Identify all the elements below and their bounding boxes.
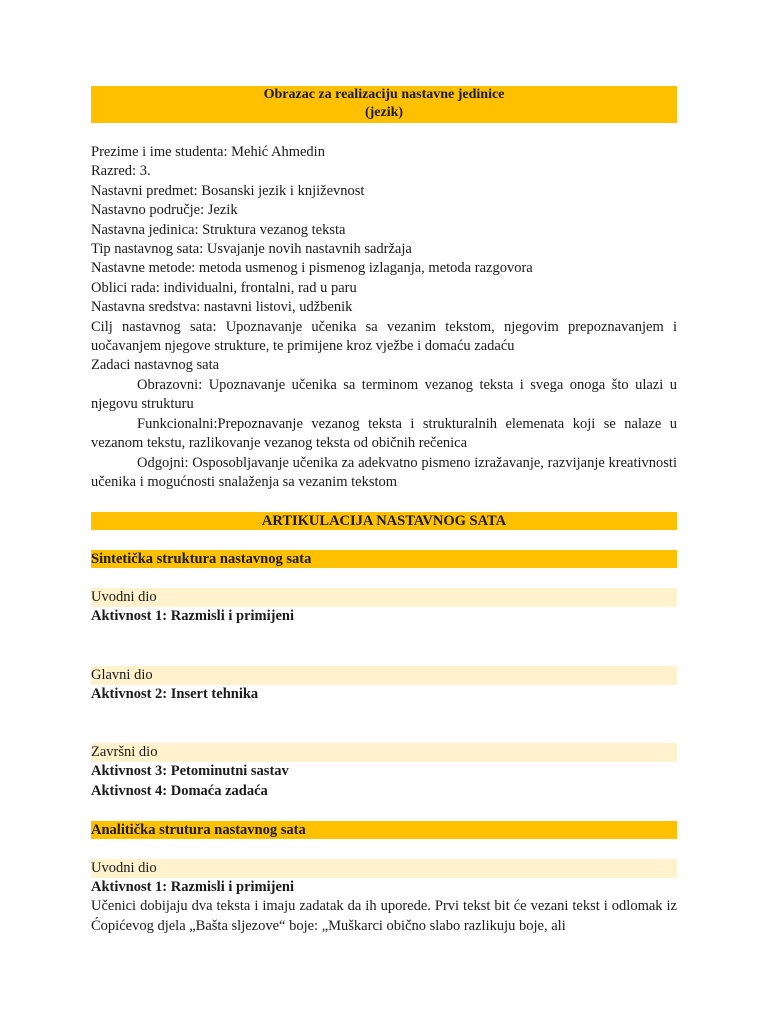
tasks-label: Zadaci nastavnog sata <box>91 357 220 374</box>
spacer <box>91 627 677 666</box>
task-functional: Funkcionalni:Prepoznavanje vezanog teksta i strukturalnih elemenata koji se nalaze u vezanom tekstu, razlikovanje vezanog teksta od običnih rečenica <box>91 415 677 452</box>
intro-part-label-2: Uvodni dio <box>91 859 677 878</box>
form-title-band <box>91 86 677 123</box>
analytic-structure-heading: Analitička strutura nastavnog sata <box>91 821 677 839</box>
lesson-type: Tip nastavnog sata: Usvajanje novih nastavnih sadržaja <box>91 241 412 258</box>
task-educational: Obrazovni: Upoznavanje učenika sa terminom vezanog teksta i svega onoga što ulazi u njegovu strukturu <box>91 376 677 413</box>
final-part-label: Završni dio <box>91 743 677 762</box>
activity-4: Aktivnost 4: Domaća zadaća <box>91 782 268 799</box>
spacer <box>91 839 677 859</box>
teaching-unit: Nastavna jedinica: Struktura vezanog teksta <box>91 221 346 238</box>
teaching-area: Nastavno područje: Jezik <box>91 202 238 219</box>
teaching-methods: Nastavne metode: metoda usmenog i pismenog izlaganja, metoda razgovora <box>91 260 533 277</box>
subject: Nastavni predmet: Bosanski jezik i književnost <box>91 182 365 199</box>
activity-1: Aktivnost 1: Razmisli i primijeni <box>91 608 294 625</box>
form-title: Obrazac za realizaciju nastavne jedinice <box>263 87 505 102</box>
spacer <box>91 704 677 743</box>
articulation-heading: ARTIKULACIJA NASTAVNOG SATA <box>91 512 677 530</box>
spacer <box>91 530 677 550</box>
form-subtitle: (jezik) <box>364 105 404 120</box>
spacer <box>91 492 677 512</box>
work-forms: Oblici rada: individualni, frontalni, rad u paru <box>91 279 357 296</box>
grade: Razred: 3. <box>91 163 151 180</box>
spacer <box>91 123 677 143</box>
task-upbringing: Odgojni: Osposobljavanje učenika za adekvatno pismeno izražavanje, razvijanje kreativnosti učenika i mogućnosti snalaženja sa vezanim tekstom <box>91 454 677 490</box>
student-name: Prezime i ime studenta: Mehić Ahmedin <box>91 144 325 160</box>
spacer <box>91 568 677 588</box>
intro-part-label: Uvodni dio <box>91 588 677 607</box>
activity-3: Aktivnost 3: Petominutni sastav <box>91 763 289 780</box>
spacer <box>91 801 677 821</box>
lesson-plan-page <box>91 86 677 936</box>
analytic-paragraph: Učenici dobijaju dva teksta i imaju zadatak da ih uporede. Prvi tekst bit će vezani tekst i odlomak iz Ćopićevog djela „Bašta sljezove“ boje: „Muškarci obično slabo razlikuju boje, ali <box>91 898 677 934</box>
activity-1-analytic: Aktivnost 1: Razmisli i primijeni <box>91 878 294 895</box>
lesson-goal: Cilj nastavnog sata: Upoznavanje učenika sa vezanim tekstom, njegovim prepoznavanjem i uočavanjem njegove strukture, te primijene kroz vježbe i domaću zadaću <box>91 318 677 355</box>
activity-2: Aktivnost 2: Insert tehnika <box>91 685 259 702</box>
teaching-resources: Nastavna sredstva: nastavni listovi, udžbenik <box>91 299 353 316</box>
synthetic-structure-heading: Sintetička struktura nastavnog sata <box>91 550 677 568</box>
main-part-label: Glavni dio <box>91 666 677 685</box>
